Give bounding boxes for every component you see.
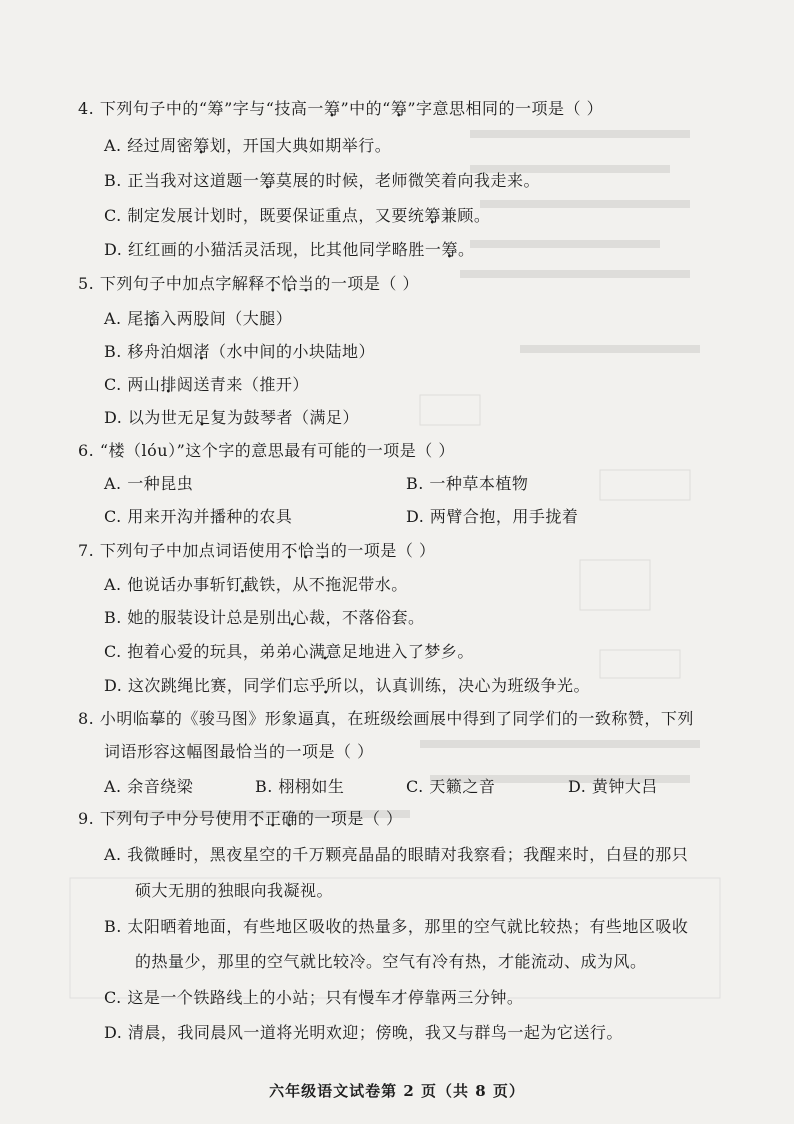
- text: 的一项是（ ）: [314, 274, 419, 293]
- text: B. 移舟泊烟: [104, 342, 194, 361]
- text: ，从不拖泥带水。: [275, 575, 408, 594]
- dotted-char: 筹: [390, 99, 408, 118]
- question-4-option-c: [104, 205, 490, 227]
- dotted-char: 股: [193, 309, 210, 328]
- dotted-char: 正: [264, 809, 282, 828]
- question-5-option-a: [104, 308, 292, 330]
- question-4-option-b: [104, 170, 540, 192]
- dotted-char: 筹: [424, 206, 441, 225]
- dotted-char: 不: [264, 274, 282, 293]
- question-7-option-b: [104, 607, 424, 629]
- question-9-stem: [78, 808, 403, 830]
- dotted-word: 心满意足: [292, 642, 359, 661]
- question-5-option-d: [104, 407, 359, 429]
- text: ”字意思相同的一项是（ ）: [407, 99, 604, 118]
- text: 9. 下列句子中分号使用: [78, 809, 249, 828]
- dotted-char: 排: [160, 375, 177, 394]
- text: （水中间的小块陆地）: [209, 342, 375, 361]
- text: 地进入了梦乡。: [358, 642, 474, 661]
- question-4-stem: [78, 98, 603, 120]
- question-5-option-c: [104, 374, 309, 396]
- text: 7. 下列句子中加点词语使用: [78, 541, 282, 560]
- question-6-option-c: C. 用来开沟并播种的农具: [104, 507, 293, 526]
- text: 莫展的时候，老师微笑着向我走来。: [275, 171, 540, 190]
- question-5-option-b: [104, 341, 375, 363]
- question-9-option-b-line-2: 的热量少，那里的空气就比较冷。空气有冷有热，才能流动、成为风。: [135, 952, 647, 971]
- question-5-stem: [78, 273, 419, 295]
- dotted-char: 确: [281, 809, 298, 828]
- text: D. 红红画的小猫活灵活现，比其他同学略胜一: [104, 240, 442, 259]
- text: ，认真训练，决心为班级争光。: [358, 676, 590, 695]
- text: A. 经过周密: [104, 136, 194, 155]
- text: B. 正当我对这道题一: [104, 171, 260, 190]
- dotted-char: 不: [248, 809, 265, 828]
- key-char: 筹: [207, 99, 225, 118]
- text: C. 两山: [104, 375, 161, 394]
- text: 。: [457, 240, 475, 259]
- question-7-stem: [78, 540, 436, 562]
- question-7-option-a: [104, 574, 408, 596]
- text: A. 他说话办事: [104, 575, 210, 594]
- dotted-char: 搐: [143, 309, 161, 328]
- text: 5. 下列句子中加点字解释: [78, 274, 265, 293]
- dotted-char: 筹: [193, 136, 210, 155]
- question-7-option-d: [104, 675, 590, 697]
- question-8-option-d: D. 黄钟大吕: [568, 777, 658, 796]
- dotted-word: 忘乎所以: [292, 676, 359, 695]
- text: 的一项是（ ）: [297, 809, 403, 828]
- text: 复为鼓琴者（满足）: [210, 408, 359, 427]
- dotted-char: 恰: [281, 274, 298, 293]
- text: ”字与“技高一: [224, 99, 324, 118]
- text: 划，开国大典如期举行。: [209, 136, 392, 155]
- question-8-option-c: C. 天籁之音: [406, 777, 496, 796]
- dotted-char: 不: [281, 541, 298, 560]
- question-6-option-a: A. 一种昆虫: [104, 474, 194, 493]
- question-8-stem-line-1: 8. 小明临摹的《骏马图》形象逼真，在班级绘画展中得到了同学们的一致称赞，下列: [78, 709, 694, 728]
- text: D. 这次跳绳比赛，同学们: [104, 676, 293, 695]
- dotted-char: 当: [297, 274, 315, 293]
- question-9-option-a-line-1: A. 我微睡时，黑夜星空的千万颗亮晶晶的眼睛对我察看；我醒来时，白昼的那只: [104, 845, 689, 864]
- text: A. 尾: [104, 309, 144, 328]
- dotted-word: 别出心裁: [259, 608, 326, 627]
- dotted-char: 筹: [259, 171, 276, 190]
- question-7-option-c: [104, 641, 474, 663]
- question-6-option-b: B. 一种草本植物: [406, 474, 529, 493]
- text: 4. 下列句子中的“: [78, 99, 208, 118]
- text: ，不落俗套。: [325, 608, 425, 627]
- question-9-option-c: C. 这是一个铁路线上的小站；只有慢车才停靠两三分钟。: [104, 988, 524, 1007]
- dotted-char: 恰: [297, 541, 315, 560]
- question-6-stem: 6. “楼（lóu）”这个字的意思最有可能的一项是（ ）: [78, 441, 455, 460]
- text: ”中的“: [340, 99, 391, 118]
- text: 的一项是（ ）: [330, 541, 436, 560]
- text: 兼顾。: [440, 206, 491, 225]
- text: D. 以为世无: [104, 408, 194, 427]
- dotted-char: 筹: [441, 240, 458, 259]
- page-footer: 六年级语文试卷第 2 页（共 8 页）: [269, 1082, 525, 1100]
- question-9-option-b-line-1: B. 太阳晒着地面，有些地区吸收的热量多，那里的空气就比较热；有些地区吸收: [104, 917, 689, 936]
- question-9-option-a-line-2: 硕大无朋的独眼向我凝视。: [135, 881, 334, 900]
- dotted-char: 渚: [193, 342, 210, 361]
- text: C. 抱着心爱的玩具，弟弟: [104, 642, 293, 661]
- text: 间（大腿）: [209, 309, 293, 328]
- question-8-option-b: B. 栩栩如生: [255, 777, 345, 796]
- text: C. 制定发展计划时，既要保证重点，又要统: [104, 206, 425, 225]
- question-8-option-a: A. 余音绕梁: [104, 777, 194, 796]
- question-9-option-d: D. 清晨，我同晨风一道将光明欢迎；傍晚，我又与群鸟一起为它送行。: [104, 1023, 623, 1042]
- dotted-word: 斩钉截铁: [209, 575, 276, 594]
- question-4-option-a: [104, 135, 391, 157]
- text: 闼送青来（推开）: [176, 375, 309, 394]
- dotted-char: 当: [314, 541, 331, 560]
- question-8-stem-line-2: 词语形容这幅图最恰当的一项是（ ）: [104, 742, 374, 761]
- text: 入两: [160, 309, 194, 328]
- text: B. 她的服装设计总是: [104, 608, 260, 627]
- dotted-char: 筹: [323, 99, 341, 118]
- dotted-char: 足: [193, 408, 211, 427]
- question-6-option-d: D. 两臂合抱，用手拢着: [406, 507, 579, 526]
- question-4-option-d: [104, 239, 474, 261]
